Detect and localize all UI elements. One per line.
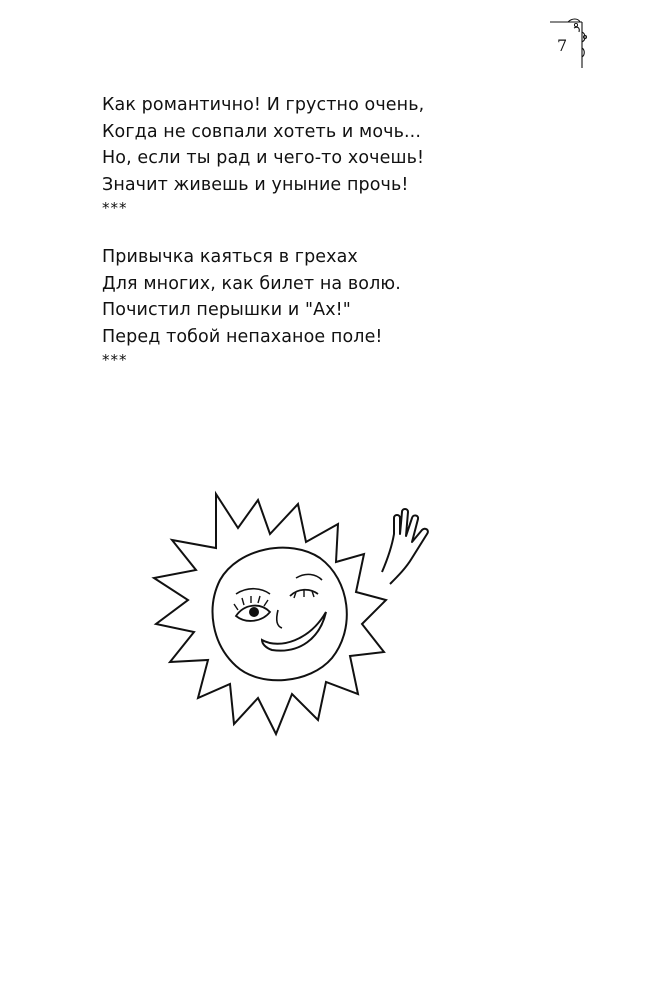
sun-pupil xyxy=(249,607,259,617)
poem-line: Для многих, как билет на волю. xyxy=(102,273,401,294)
sun-waving-hand xyxy=(382,509,428,584)
sun-face-outline xyxy=(213,548,347,681)
poem-separator: *** xyxy=(102,199,128,217)
poem-line: Когда не совпали хотеть и мочь... xyxy=(102,121,421,142)
corner-ornament-icon xyxy=(546,18,596,70)
page-number: 7 xyxy=(557,36,568,55)
poem-line: Значит живешь и уныние прочь! xyxy=(102,174,409,195)
poems-block xyxy=(102,92,572,396)
poem-line: Но, если ты рад и чего-то хочешь! xyxy=(102,148,425,168)
poem-separator: *** xyxy=(102,351,128,369)
sun-rays-outline xyxy=(154,494,386,734)
sun-smile xyxy=(262,612,326,651)
poem-stanza xyxy=(102,244,572,370)
winking-sun-illustration-icon xyxy=(150,488,450,738)
poem-line: Почистил перышки и "Ах!" xyxy=(102,300,351,320)
poem-line: Привычка каяться в грехах xyxy=(102,247,358,267)
poem-line: Как романтично! И грустно очень, xyxy=(102,95,425,115)
poem-line: Перед тобой непаханое поле! xyxy=(102,326,383,347)
poem-stanza xyxy=(102,92,572,218)
